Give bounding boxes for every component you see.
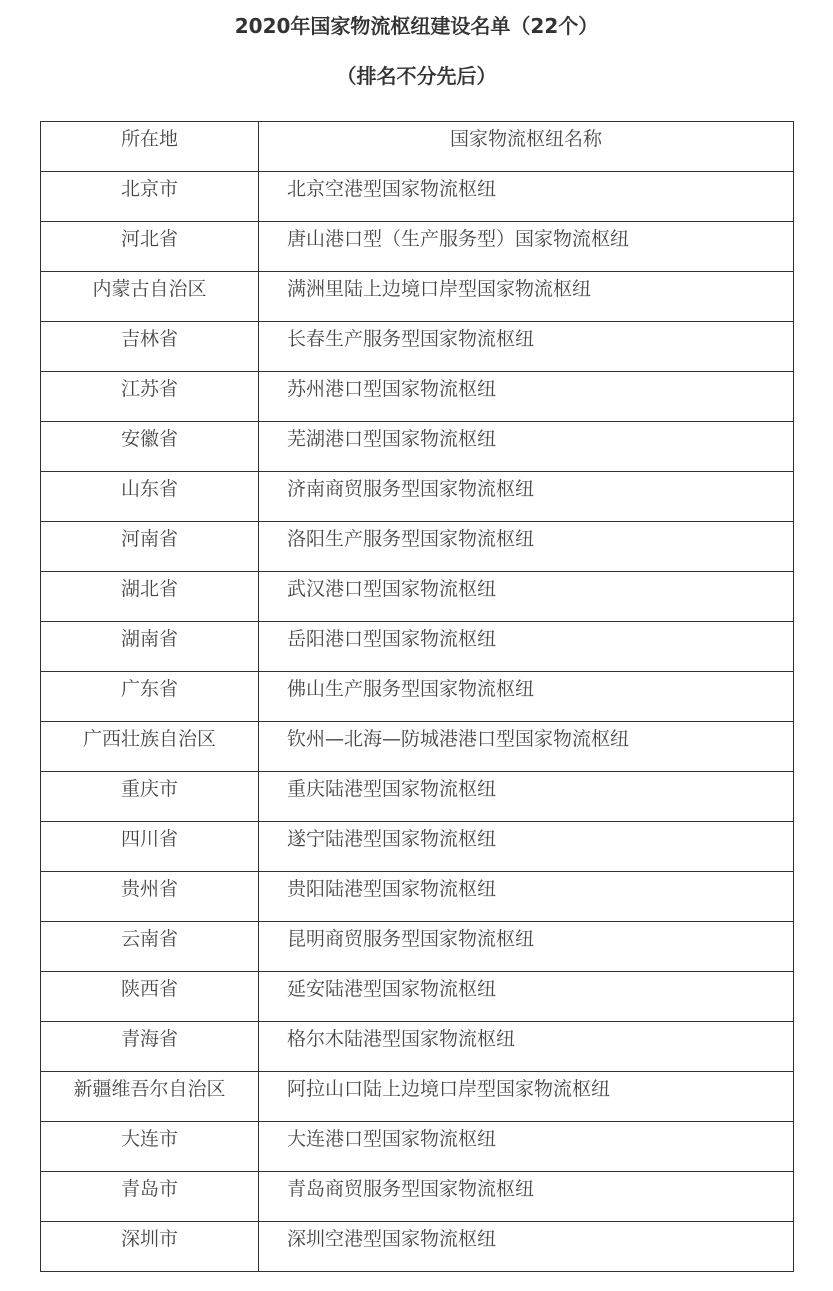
location-cell <box>41 1122 259 1172</box>
location-text: 内蒙古自治区 <box>92 278 207 300</box>
page-subtitle: （排名不分先后） <box>336 64 497 88</box>
table-row <box>41 972 794 1022</box>
table-row <box>41 622 794 672</box>
location-text: 北京市 <box>120 178 178 200</box>
location-text: 广西壮族自治区 <box>82 728 216 750</box>
table-body <box>41 122 794 1272</box>
location-cell <box>41 322 259 372</box>
hub-name-cell <box>259 872 794 922</box>
location-text: 湖北省 <box>120 578 178 600</box>
location-text: 陕西省 <box>120 978 178 1000</box>
hub-name-text: 济南商贸服务型国家物流枢纽 <box>287 478 535 500</box>
table-row <box>41 372 794 422</box>
hub-name-cell <box>259 1222 794 1272</box>
hub-name-cell <box>259 522 794 572</box>
table-row <box>41 672 794 722</box>
location-text: 新疆维吾尔自治区 <box>73 1078 226 1100</box>
hub-name-text: 深圳空港型国家物流枢纽 <box>287 1228 497 1250</box>
hub-name-text: 洛阳生产服务型国家物流枢纽 <box>287 528 535 550</box>
table-row <box>41 272 794 322</box>
hub-name-text: 芜湖港口型国家物流枢纽 <box>287 428 497 450</box>
table-row <box>41 922 794 972</box>
location-cell <box>41 272 259 322</box>
header-location <box>41 122 259 172</box>
logistics-hub-table <box>40 121 794 1272</box>
hub-name-text: 格尔木陆港型国家物流枢纽 <box>287 1028 516 1050</box>
location-cell <box>41 922 259 972</box>
hub-name-text: 长春生产服务型国家物流枢纽 <box>287 328 535 350</box>
table-header-row <box>41 122 794 172</box>
table-row <box>41 422 794 472</box>
hub-name-cell <box>259 1022 794 1072</box>
location-cell <box>41 372 259 422</box>
location-cell <box>41 472 259 522</box>
location-cell <box>41 1172 259 1222</box>
hub-name-text: 武汉港口型国家物流枢纽 <box>287 578 497 600</box>
location-text: 四川省 <box>120 828 178 850</box>
location-text: 江苏省 <box>120 378 178 400</box>
table-row <box>41 772 794 822</box>
location-cell <box>41 872 259 922</box>
hub-name-cell <box>259 722 794 772</box>
hub-name-cell <box>259 1172 794 1222</box>
hub-name-text: 北京空港型国家物流枢纽 <box>287 178 497 200</box>
location-cell <box>41 722 259 772</box>
location-text: 吉林省 <box>120 328 178 350</box>
hub-name-cell <box>259 1072 794 1122</box>
table-row <box>41 1222 794 1272</box>
table-row <box>41 722 794 772</box>
table-row <box>41 222 794 272</box>
hub-name-cell <box>259 822 794 872</box>
hub-name-cell <box>259 322 794 372</box>
header-hub-name <box>259 122 794 172</box>
location-cell <box>41 1022 259 1072</box>
hub-name-text: 满洲里陆上边境口岸型国家物流枢纽 <box>287 278 592 300</box>
location-text: 湖南省 <box>120 628 178 650</box>
hub-name-cell <box>259 422 794 472</box>
location-cell <box>41 172 259 222</box>
location-cell <box>41 572 259 622</box>
hub-name-text: 延安陆港型国家物流枢纽 <box>287 978 497 1000</box>
location-text: 云南省 <box>120 928 178 950</box>
hub-name-text: 青岛商贸服务型国家物流枢纽 <box>287 1178 535 1200</box>
hub-name-cell <box>259 222 794 272</box>
table-row <box>41 1172 794 1222</box>
hub-name-text: 唐山港口型（生产服务型）国家物流枢纽 <box>287 228 630 250</box>
location-cell <box>41 622 259 672</box>
location-text: 山东省 <box>120 478 178 500</box>
location-cell <box>41 1222 259 1272</box>
hub-name-text: 岳阳港口型国家物流枢纽 <box>287 628 497 650</box>
hub-name-cell <box>259 272 794 322</box>
hub-name-cell <box>259 572 794 622</box>
table-row <box>41 472 794 522</box>
location-text: 广东省 <box>120 678 178 700</box>
hub-name-text: 重庆陆港型国家物流枢纽 <box>287 778 497 800</box>
hub-name-text: 大连港口型国家物流枢纽 <box>287 1128 497 1150</box>
hub-name-text: 贵阳陆港型国家物流枢纽 <box>287 878 497 900</box>
hub-name-cell <box>259 772 794 822</box>
location-text: 重庆市 <box>120 778 178 800</box>
page-title: 2020年国家物流枢纽建设名单（22个） <box>234 14 599 38</box>
hub-name-cell <box>259 922 794 972</box>
hub-name-cell <box>259 622 794 672</box>
location-cell <box>41 822 259 872</box>
location-text: 深圳市 <box>120 1228 178 1250</box>
header-location-label: 所在地 <box>120 128 178 150</box>
table-row <box>41 1122 794 1172</box>
location-cell <box>41 972 259 1022</box>
hub-name-text: 遂宁陆港型国家物流枢纽 <box>287 828 497 850</box>
hub-name-text: 钦州—北海—防城港港口型国家物流枢纽 <box>287 728 630 750</box>
hub-name-cell <box>259 1122 794 1172</box>
location-cell <box>41 422 259 472</box>
hub-name-text: 佛山生产服务型国家物流枢纽 <box>287 678 535 700</box>
location-text: 大连市 <box>120 1128 178 1150</box>
hub-name-cell <box>259 372 794 422</box>
hub-name-text: 苏州港口型国家物流枢纽 <box>287 378 497 400</box>
location-cell <box>41 672 259 722</box>
location-text: 河北省 <box>120 228 178 250</box>
table-row <box>41 872 794 922</box>
table-row <box>41 522 794 572</box>
location-cell <box>41 222 259 272</box>
location-text: 安徽省 <box>120 428 178 450</box>
hub-name-cell <box>259 672 794 722</box>
hub-name-text: 昆明商贸服务型国家物流枢纽 <box>287 928 535 950</box>
location-cell <box>41 522 259 572</box>
hub-name-cell <box>259 972 794 1022</box>
table-row <box>41 572 794 622</box>
location-text: 青岛市 <box>120 1178 178 1200</box>
location-cell <box>41 1072 259 1122</box>
table-row <box>41 1022 794 1072</box>
table-row <box>41 322 794 372</box>
table-row <box>41 1072 794 1122</box>
location-text: 青海省 <box>120 1028 178 1050</box>
hub-name-cell <box>259 472 794 522</box>
table-row <box>41 822 794 872</box>
hub-name-text: 阿拉山口陆上边境口岸型国家物流枢纽 <box>287 1078 611 1100</box>
location-text: 贵州省 <box>120 878 178 900</box>
hub-name-cell <box>259 172 794 222</box>
location-cell <box>41 772 259 822</box>
header-hub-name-label: 国家物流枢纽名称 <box>449 128 602 150</box>
location-text: 河南省 <box>120 528 178 550</box>
table-row <box>41 172 794 222</box>
